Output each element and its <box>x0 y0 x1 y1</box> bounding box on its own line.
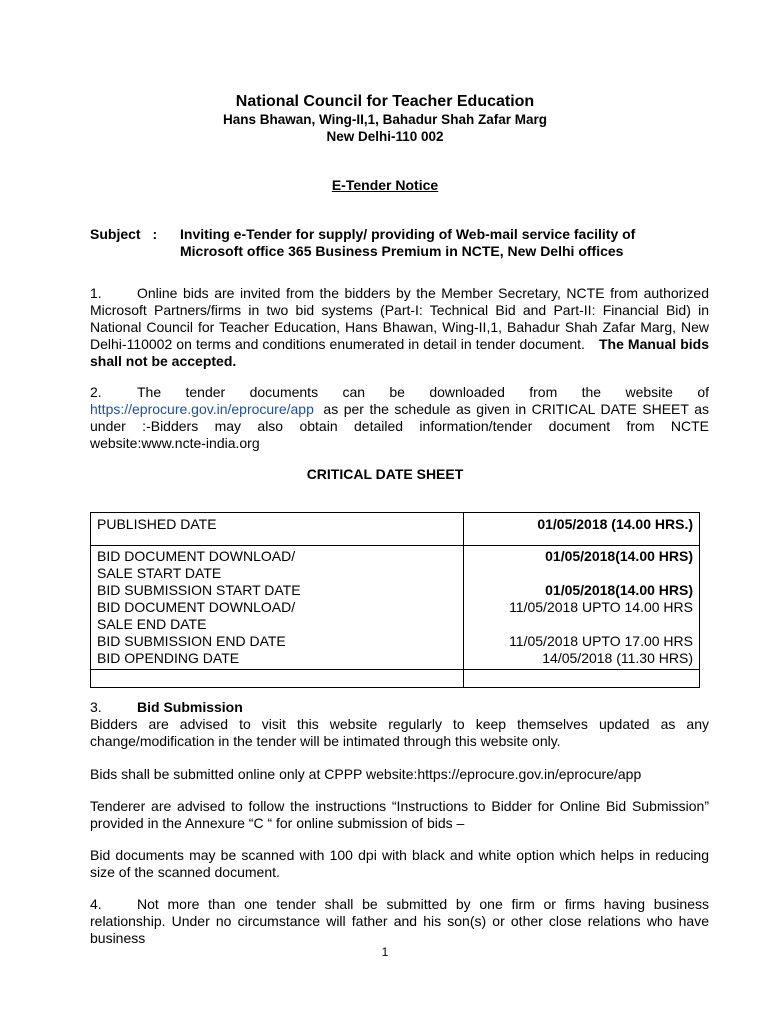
bid-submission-start-value: 01/05/2018(14.00 HRS) <box>545 582 693 598</box>
empty-cell <box>464 670 700 688</box>
para-1-bold-text: The Manual bids shall not be accepted. <box>90 336 709 369</box>
para-2-lead-text: The tender documents can be downloaded from the website of <box>137 384 709 400</box>
subject-colon: : <box>152 226 158 242</box>
bid-download-start-label-1: BID DOCUMENT DOWNLOAD/ <box>97 548 296 564</box>
para-2-text-after: as per the schedule as given in CRITICAL DATE SHEET as under :-Bidders may also obtain detailed information/tender document from NCTE website:www.ncte-india.org <box>90 401 709 451</box>
section-3-heading <box>90 699 709 716</box>
section-3-p3: Tenderer are advised to follow the instructions “Instructions to Bidder for Online Bid Submission” provided in the Annexure “C “ for online submission of bids – <box>90 798 709 831</box>
eprocure-link[interactable]: https://eprocure.gov.in/eprocure/app <box>90 401 314 417</box>
address-line-1: Hans Bhawan, Wing-II,1, Bahadur Shah Zafar Marg <box>223 112 547 127</box>
paragraph-1 <box>90 285 709 370</box>
para-2-number: 2. <box>90 384 102 400</box>
address-line-2: New Delhi-110 002 <box>326 129 444 144</box>
subject-label <box>90 226 157 242</box>
subject-text <box>180 226 635 260</box>
page-number: 1 <box>381 945 389 959</box>
subject-label-text: Subject <box>90 226 141 242</box>
org-name: National Council for Teacher Education <box>235 93 535 110</box>
bid-download-end-label-1: BID DOCUMENT DOWNLOAD/ <box>97 599 296 615</box>
critical-date-sheet-title: CRITICAL DATE SHEET <box>306 466 464 482</box>
para-2-line-1 <box>90 384 709 401</box>
table-row <box>91 513 700 546</box>
section-4-number: 4. <box>90 896 102 912</box>
section-4-text: Not more than one tender shall be submitted by one firm or firms having business relationship. Under no circumstance will father and his son(s) or other close relations who have business <box>90 896 709 946</box>
critical-date-table <box>90 512 700 688</box>
bid-opening-label: BID OPENDING DATE <box>97 650 240 666</box>
subject-line-1: Inviting e-Tender for supply/ providing of Web-mail service facility of <box>180 226 636 242</box>
paragraph-2 <box>90 384 709 452</box>
table-row <box>91 546 700 670</box>
bid-submission-start-label: BID SUBMISSION START DATE <box>97 582 301 598</box>
bid-download-end-value: 11/05/2018 UPTO 14.00 HRS <box>509 599 693 615</box>
published-date-label: PUBLISHED DATE <box>91 513 464 546</box>
para-1-text: Online bids are invited from the bidders by the Member Secretary, NCTE from authorized Microsoft Partners/firms in two bid systems (Part-I: Technical Bid and Part-II: Financial Bid) in National Council for Teacher Education, Hans Bhawan, Wing-II,1, Bahadur Shah Zafar Marg, New Delhi-110002 on terms and conditions enumerated in detail in tender document. <box>90 285 709 352</box>
published-date-value: 01/05/2018 (14.00 HRS.) <box>464 513 700 546</box>
section-3-p2: Bids shall be submitted online only at CPPP website:https://eprocure.gov.in/eprocure/app <box>90 766 642 782</box>
para-2-rest <box>90 401 709 452</box>
section-3-p1: Bidders are advised to visit this website regularly to keep themselves updated as any change/modification in the tender will be intimated through this website only. <box>90 716 709 749</box>
section-3-title: Bid Submission <box>137 699 243 715</box>
section-3-p4: Bid documents may be scanned with 100 dpi with black and white option which helps in reducing size of the scanned document. <box>90 847 709 880</box>
section-4 <box>90 896 709 947</box>
bid-opening-value: 14/05/2018 (11.30 HRS) <box>542 650 693 666</box>
bid-submission-end-value: 11/05/2018 UPTO 17.00 HRS <box>509 633 693 649</box>
schedule-values-cell <box>464 546 700 670</box>
bid-download-start-value: 01/05/2018(14.00 HRS) <box>545 548 693 564</box>
empty-cell <box>91 670 464 688</box>
para-1-number: 1. <box>90 285 102 301</box>
table-row <box>91 670 700 688</box>
bid-download-start-label-2: SALE START DATE <box>97 565 222 581</box>
bid-submission-end-label: BID SUBMISSION END DATE <box>97 633 286 649</box>
bid-download-end-label-2: SALE END DATE <box>97 616 207 632</box>
subject-line-2: Microsoft office 365 Business Premium in NCTE, New Delhi offices <box>180 243 624 259</box>
section-3-number: 3. <box>90 699 102 715</box>
schedule-labels-cell <box>91 546 464 670</box>
notice-title: E-Tender Notice <box>331 177 439 193</box>
